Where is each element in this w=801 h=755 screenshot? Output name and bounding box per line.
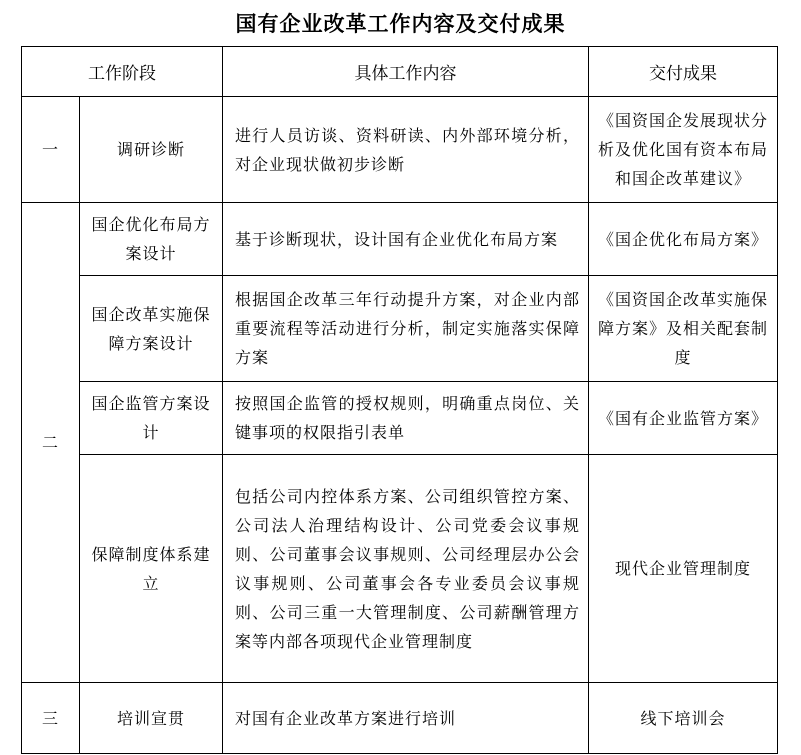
content-cell: [223, 276, 589, 382]
stage-name: 国企改革实施保障方案设计: [91, 304, 211, 353]
table-row: [22, 203, 778, 276]
table-row: [22, 276, 778, 382]
deliverable: 《国有企业监管方案》: [597, 408, 768, 428]
table-row: [22, 455, 778, 683]
phase-number-cell: [22, 683, 80, 754]
content-cell: [223, 455, 589, 683]
deliverable: 现代企业管理制度: [614, 559, 751, 578]
phase-number-cell: [22, 97, 80, 203]
deliverable: 《国资国企发展现状分析及优化国有资本布局和国企改革建议》: [597, 111, 768, 188]
deliverable: 《国企优化布局方案》: [597, 229, 768, 249]
content-cell: [223, 203, 589, 276]
deliverable-cell: [589, 97, 778, 203]
work-content: 根据国企改革三年行动提升方案，对企业内部重要流程等活动进行分析，制定实施落实保障方案: [235, 290, 580, 367]
deliverable-cell: [589, 382, 778, 455]
content-cell: [223, 97, 589, 203]
phase-number: 二: [41, 433, 59, 452]
header-stage: 工作阶段: [22, 47, 223, 97]
work-content: 按照国企监管的授权规则，明确重点岗位、关键事项的权限指引表单: [235, 394, 580, 442]
work-content: 包括公司内控体系方案、公司组织管控方案、公司法人治理结构设计、公司党委会议事规则、公司董事会议事规则、公司经理层办公会议事规则、公司董事会各专业委员会议事规则、公司三重一大管理制度、公司薪酬管理方案等内部各项现代企业管理制度: [235, 486, 580, 651]
table-row: [22, 97, 778, 203]
deliverable-cell: [589, 276, 778, 382]
work-content: 基于诊断现状，设计国有企业优化布局方案: [235, 229, 559, 249]
content-cell: [223, 683, 589, 754]
header-deliverable: 交付成果: [589, 47, 778, 97]
work-content: 对国有企业改革方案进行培训: [235, 708, 457, 728]
content-cell: [223, 382, 589, 455]
header-content: 具体工作内容: [223, 47, 589, 97]
phase-number: 三: [41, 708, 59, 728]
deliverable: 《国资国企改革实施保障方案》及相关配套制度: [597, 290, 768, 367]
page-title: 国有企业改革工作内容及交付成果: [235, 12, 566, 36]
stage-name: 国企优化布局方案设计: [91, 215, 211, 263]
work-content: 进行人员访谈、资料研读、内外部环境分析，对企业现状做初步诊断: [235, 125, 580, 174]
stage-cell: [80, 382, 223, 455]
deliverable-cell: [589, 455, 778, 683]
stage-cell: [80, 683, 223, 754]
table-row: [22, 683, 778, 754]
stage-cell: [80, 276, 223, 382]
stage-name: 国企监管方案设计: [91, 394, 211, 442]
deliverable-cell: [589, 683, 778, 754]
phase-number: 一: [41, 140, 59, 159]
table-row: [22, 382, 778, 455]
stage-name: 保障制度体系建立: [91, 544, 211, 593]
deliverable: 线下培训会: [640, 708, 726, 728]
stage-cell: [80, 97, 223, 203]
stage-cell: [80, 455, 223, 683]
stage-name: 调研诊断: [116, 140, 185, 159]
stage-cell: [80, 203, 223, 276]
stage-name: 培训宣贯: [116, 708, 185, 728]
deliverable-cell: [589, 203, 778, 276]
reform-work-table: [21, 46, 778, 754]
phase-number-cell: [22, 203, 80, 683]
table-header-row: [22, 47, 778, 97]
